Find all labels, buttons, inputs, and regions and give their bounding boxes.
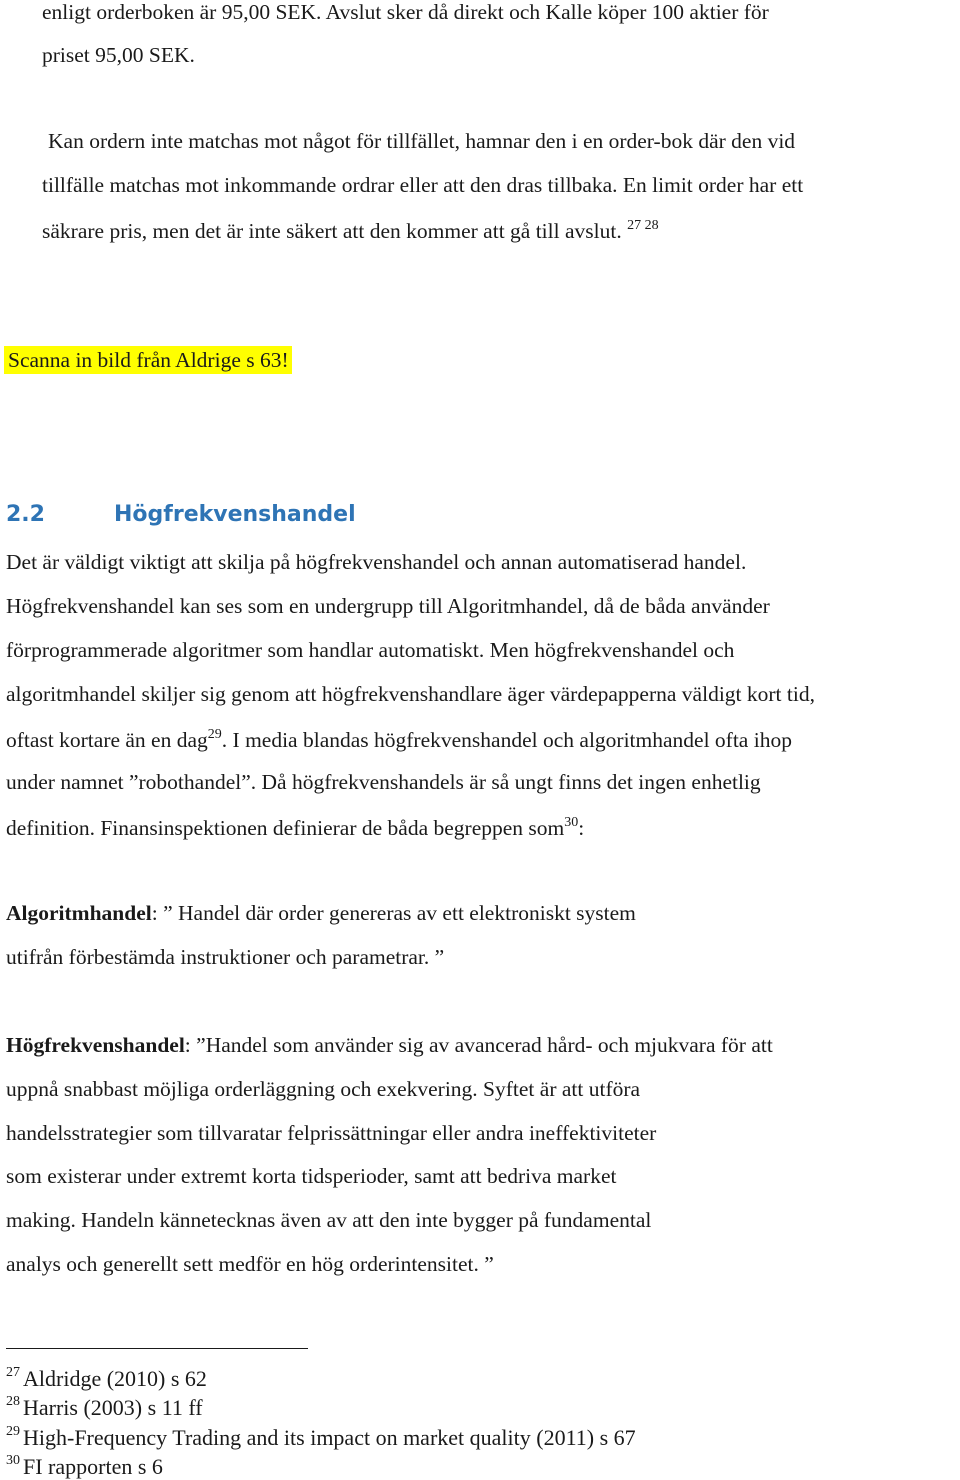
text-span: : — [578, 816, 585, 840]
footnote-text: Aldridge (2010) s 62 — [23, 1366, 207, 1391]
text-line: Det är väldigt viktigt att skilja på högfrekvenshandel och annan automatiserad handel. — [6, 550, 747, 574]
text-span: oftast kortare än en dag — [6, 728, 208, 752]
text-span: definition. Finansinspektionen definierar de båda begreppen som — [6, 816, 565, 840]
text-line: Högfrekvenshandel kan ses som en undergrupp till Algoritmhandel, då de båda använder — [6, 594, 770, 618]
footnote — [6, 1425, 636, 1449]
section-title: Högfrekvenshandel — [114, 502, 356, 527]
footnote-number: 27 — [6, 1365, 20, 1380]
footnote-number: 30 — [6, 1453, 20, 1468]
text-line: analys och generellt sett medför en hög orderintensitet. ” — [6, 1252, 494, 1276]
text-line — [6, 728, 792, 752]
section-number: 2.2 — [6, 502, 45, 527]
text-line: tillfälle matchas mot inkommande ordrar eller att den dras tillbaka. En limit order har ett — [42, 173, 804, 197]
text-line: handelsstrategier som tillvaratar felprissättningar eller andra ineffektiviteter — [6, 1121, 657, 1145]
footnote — [6, 1366, 207, 1390]
text-line: algoritmhandel skiljer sig genom att högfrekvenshandlare äger värdepapperna väldigt kort tid, — [6, 682, 815, 706]
section-heading — [6, 504, 356, 526]
footnote-number: 29 — [6, 1424, 20, 1439]
footnote-text: FI rapporten s 6 — [23, 1454, 163, 1479]
text-line: utifrån förbestämda instruktioner och parametrar. ” — [6, 945, 445, 969]
text-span: . I media blandas högfrekvenshandel och algoritmhandel ofta ihop — [221, 728, 792, 752]
highlighted-note — [4, 350, 292, 372]
definition-line — [6, 1035, 773, 1057]
text-line — [42, 219, 659, 243]
text-line: under namnet ”robothandel”. Då högfrekvenshandels är så ungt finns det ingen enhetlig — [6, 770, 761, 794]
definition-line — [6, 903, 636, 925]
definition-term: Högfrekvenshandel — [6, 1033, 185, 1057]
footnote — [6, 1395, 203, 1419]
text-line — [6, 816, 584, 840]
footnote-number: 28 — [6, 1394, 20, 1409]
footnote-reference: 27 28 — [627, 218, 659, 233]
footnote-text: High-Frequency Trading and its impact on market quality (2011) s 67 — [23, 1425, 636, 1450]
definition-term: Algoritmhandel — [6, 901, 152, 925]
note-text: Scanna in bild från Aldrige s 63! — [4, 346, 292, 374]
text-line: förprogrammerade algoritmer som handlar automatiskt. Men högfrekvenshandel och — [6, 638, 735, 662]
text-line: Kan ordern inte matchas mot något för tillfället, hamnar den i en order-bok där den vid — [48, 129, 796, 153]
footnote — [6, 1454, 163, 1478]
text-line: uppnå snabbast möjliga orderläggning och exekvering. Syftet är att utföra — [6, 1077, 641, 1101]
text-line: making. Handeln kännetecknas även av att den inte bygger på fundamental — [6, 1208, 652, 1232]
footnote-separator — [6, 1348, 308, 1349]
text-span: : ”Handel som använder sig av avancerad hård- och mjukvara för att — [184, 1033, 773, 1057]
text-line: priset 95,00 SEK. — [42, 43, 195, 67]
footnote-reference: 30 — [564, 815, 579, 830]
text-span: säkrare pris, men det är inte säkert att den kommer att gå till avslut. — [42, 219, 622, 243]
text-span: : ” Handel där order genereras av ett elektroniskt system — [151, 901, 636, 925]
text-line: som existerar under extremt korta tidsperioder, samt att bedriva market — [6, 1164, 617, 1188]
text-line: enligt orderboken är 95,00 SEK. Avslut sker då direkt och Kalle köper 100 aktier för — [42, 0, 769, 24]
footnote-text: Harris (2003) s 11 ff — [23, 1395, 203, 1420]
footnote-reference: 29 — [207, 727, 222, 742]
